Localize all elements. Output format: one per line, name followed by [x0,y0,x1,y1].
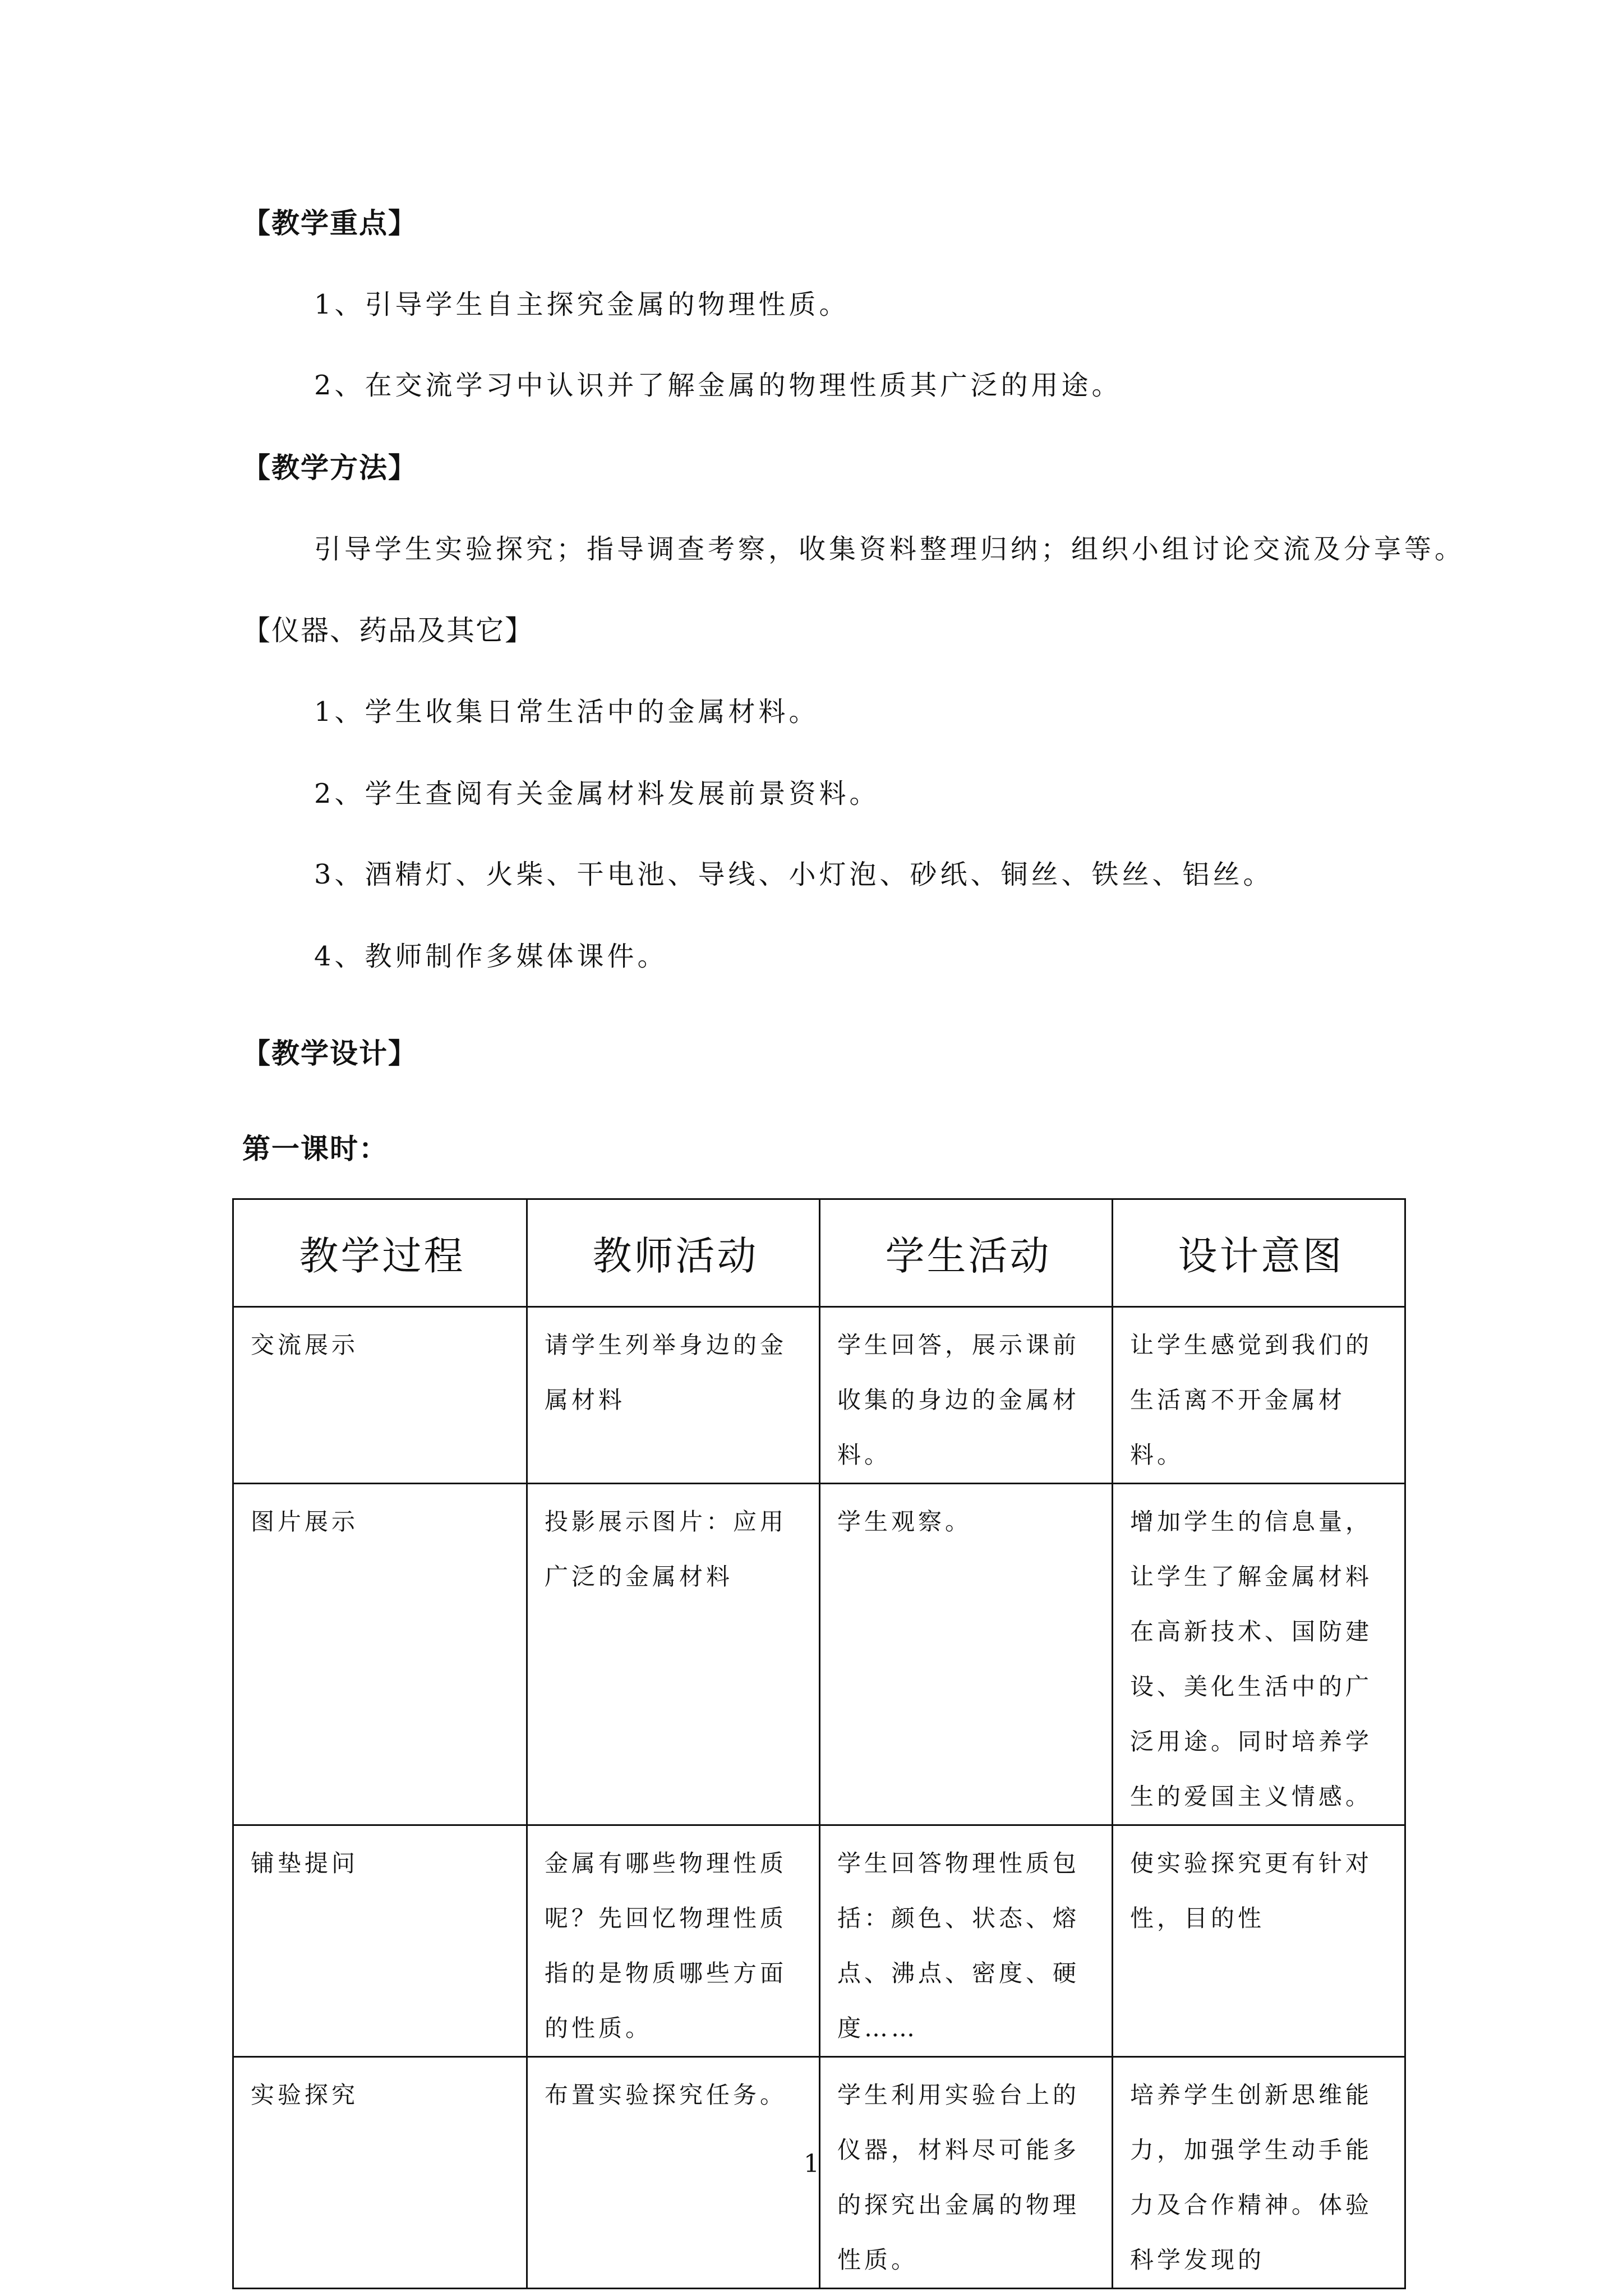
table-cell: 投影展示图片：应用广泛的金属材料 [527,1484,820,1825]
heading-materials: 【仪器、药品及其它】 [242,614,534,647]
methods-text: 引导学生实验探究；指导调查考察，收集资料整理归纳；组织小组讨论交流及分享等。 [314,533,1465,565]
material-item-3: 3、酒精灯、火柴、干电池、导线、小灯泡、砂纸、铜丝、铁丝、铝丝。 [314,859,1274,890]
table-row [233,1825,1405,2057]
table-cell: 学生利用实验台上的仪器，材料尽可能多的探究出金属的物理性质。 [820,2057,1113,2289]
heading-design: 【教学设计】 [242,1037,417,1070]
table-cell: 请学生列举身边的金属材料 [527,1307,820,1484]
table-cell: 图片展示 [233,1484,527,1825]
heading-methods: 【教学方法】 [242,451,417,484]
table-cell: 学生观察。 [820,1484,1113,1825]
material-item-4: 4、教师制作多媒体课件。 [314,941,668,972]
table-header-cell: 设计意图 [1113,1199,1405,1307]
table-cell: 增加学生的信息量，让学生了解金属材料在高新技术、国防建设、美化生活中的广泛用途。同时培养学生的爱国主义情感。 [1113,1484,1405,1825]
table-cell: 金属有哪些物理性质呢？先回忆物理性质指的是物质哪些方面的性质。 [527,1825,820,2057]
table-cell: 培养学生创新思维能力，加强学生动手能力及合作精神。体验科学发现的 [1113,2057,1405,2289]
table-cell: 交流展示 [233,1307,527,1484]
table-cell: 实验探究 [233,2057,527,2289]
table-header-cell: 教师活动 [527,1199,820,1307]
table-header-cell: 学生活动 [820,1199,1113,1307]
table-header-cell: 教学过程 [233,1199,527,1307]
lesson-table [232,1198,1406,2289]
table-cell: 使实验探究更有针对性，目的性 [1113,1825,1405,2057]
table-row [233,1484,1405,1825]
heading-lesson-1: 第一课时： [242,1132,388,1165]
heading-key-points: 【教学重点】 [242,206,417,240]
table-row [233,1307,1405,1484]
table-header-row [233,1199,1405,1307]
table-cell: 布置实验探究任务。 [527,2057,820,2289]
table-cell: 铺垫提问 [233,1825,527,2057]
table-cell: 让学生感觉到我们的生活离不开金属材料。 [1113,1307,1405,1484]
table-cell: 学生回答，展示课前收集的身边的金属材料。 [820,1307,1113,1484]
key-point-1: 1、引导学生自主探究金属的物理性质。 [314,289,850,320]
table-cell: 学生回答物理性质包括：颜色、状态、熔点、沸点、密度、硬度…… [820,1825,1113,2057]
key-point-2: 2、在交流学习中认识并了解金属的物理性质其广泛的用途。 [314,370,1122,401]
material-item-1: 1、学生收集日常生活中的金属材料。 [314,696,819,728]
material-item-2: 2、学生查阅有关金属材料发展前景资料。 [314,778,880,809]
page-number: 1 [804,2150,819,2178]
